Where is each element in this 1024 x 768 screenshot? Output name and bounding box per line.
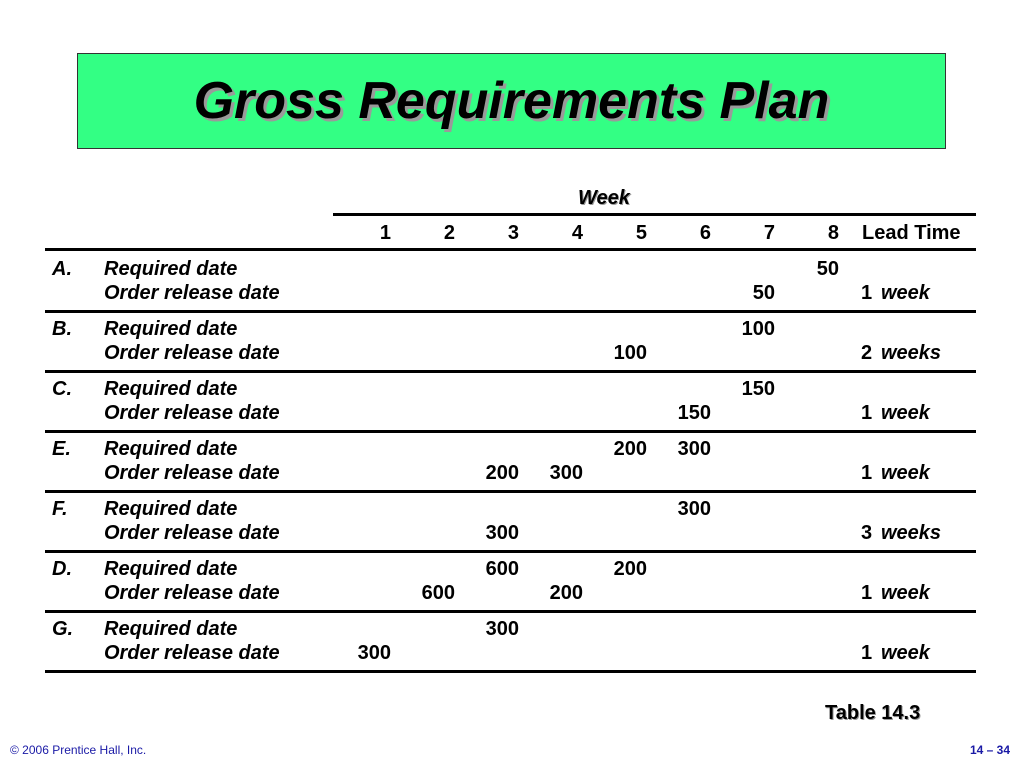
lead-time-unit: weeks <box>881 342 942 364</box>
required-quantity: 200 <box>613 558 647 580</box>
order-release-label: Order release date <box>104 402 280 424</box>
release-quantity: 200 <box>549 582 583 604</box>
lead-time-header: Lead Time <box>862 222 961 244</box>
release-quantity: 300 <box>357 642 391 664</box>
lead-time-number: 1 <box>861 402 873 424</box>
lead-time-number: 1 <box>861 582 873 604</box>
row-divider <box>45 490 976 493</box>
lead-time-unit: week <box>881 282 930 304</box>
required-quantity: 150 <box>741 378 775 400</box>
lead-time-unit: week <box>881 462 930 484</box>
item-label: F. <box>52 498 68 520</box>
lead-time-number: 2 <box>861 342 873 364</box>
required-quantity: 300 <box>485 618 519 640</box>
required-date-label: Required date <box>104 438 238 460</box>
item-label: A. <box>52 258 72 280</box>
lead-time-number: 1 <box>861 462 873 484</box>
lead-time-unit: week <box>881 582 930 604</box>
item-label: C. <box>52 378 72 400</box>
required-quantity: 100 <box>741 318 775 340</box>
lead-time-number: 1 <box>861 642 873 664</box>
week-column-header: 5 <box>635 222 647 244</box>
order-release-label: Order release date <box>104 462 280 484</box>
lead-time-unit: weeks <box>881 522 942 544</box>
release-quantity: 300 <box>485 522 519 544</box>
lead-time-number: 1 <box>861 282 873 304</box>
item-label: G. <box>52 618 74 640</box>
row-divider <box>45 670 976 673</box>
release-quantity: 200 <box>485 462 519 484</box>
week-column-header: 8 <box>827 222 839 244</box>
week-column-header: 7 <box>763 222 775 244</box>
week-column-header: 3 <box>507 222 519 244</box>
order-release-label: Order release date <box>104 522 280 544</box>
required-date-label: Required date <box>104 258 238 280</box>
row-divider <box>45 310 976 313</box>
release-quantity: 150 <box>677 402 711 424</box>
row-divider <box>45 370 976 373</box>
page-number: 14 – 34 <box>969 743 1010 757</box>
required-date-label: Required date <box>104 378 238 400</box>
order-release-label: Order release date <box>104 582 280 604</box>
required-date-label: Required date <box>104 498 238 520</box>
copyright-footer: © 2006 Prentice Hall, Inc. <box>10 743 147 757</box>
release-quantity: 600 <box>421 582 455 604</box>
required-quantity: 600 <box>485 558 519 580</box>
table-reference: Table 14.3 <box>825 702 921 724</box>
item-label: E. <box>52 438 71 460</box>
row-divider <box>45 610 976 613</box>
week-divider <box>333 213 976 216</box>
header-divider <box>45 248 976 251</box>
order-release-label: Order release date <box>104 342 280 364</box>
title-banner <box>77 53 946 149</box>
item-label: B. <box>52 318 72 340</box>
row-divider <box>45 430 976 433</box>
order-release-label: Order release date <box>104 282 280 304</box>
required-date-label: Required date <box>104 318 238 340</box>
release-quantity: 100 <box>613 342 647 364</box>
required-quantity: 300 <box>677 498 711 520</box>
required-quantity: 200 <box>613 438 647 460</box>
order-release-label: Order release date <box>104 642 280 664</box>
required-quantity: 50 <box>816 258 839 280</box>
item-label: D. <box>52 558 72 580</box>
required-date-label: Required date <box>104 558 238 580</box>
lead-time-unit: week <box>881 402 930 424</box>
lead-time-number: 3 <box>861 522 873 544</box>
week-header: Week <box>578 187 630 209</box>
page-title: Gross Requirements Plan <box>193 72 830 130</box>
required-quantity: 300 <box>677 438 711 460</box>
week-column-header: 4 <box>571 222 583 244</box>
week-column-header: 6 <box>699 222 711 244</box>
required-date-label: Required date <box>104 618 238 640</box>
release-quantity: 300 <box>549 462 583 484</box>
week-column-header: 1 <box>379 222 391 244</box>
lead-time-unit: week <box>881 642 930 664</box>
release-quantity: 50 <box>752 282 775 304</box>
week-column-header: 2 <box>443 222 455 244</box>
row-divider <box>45 550 976 553</box>
